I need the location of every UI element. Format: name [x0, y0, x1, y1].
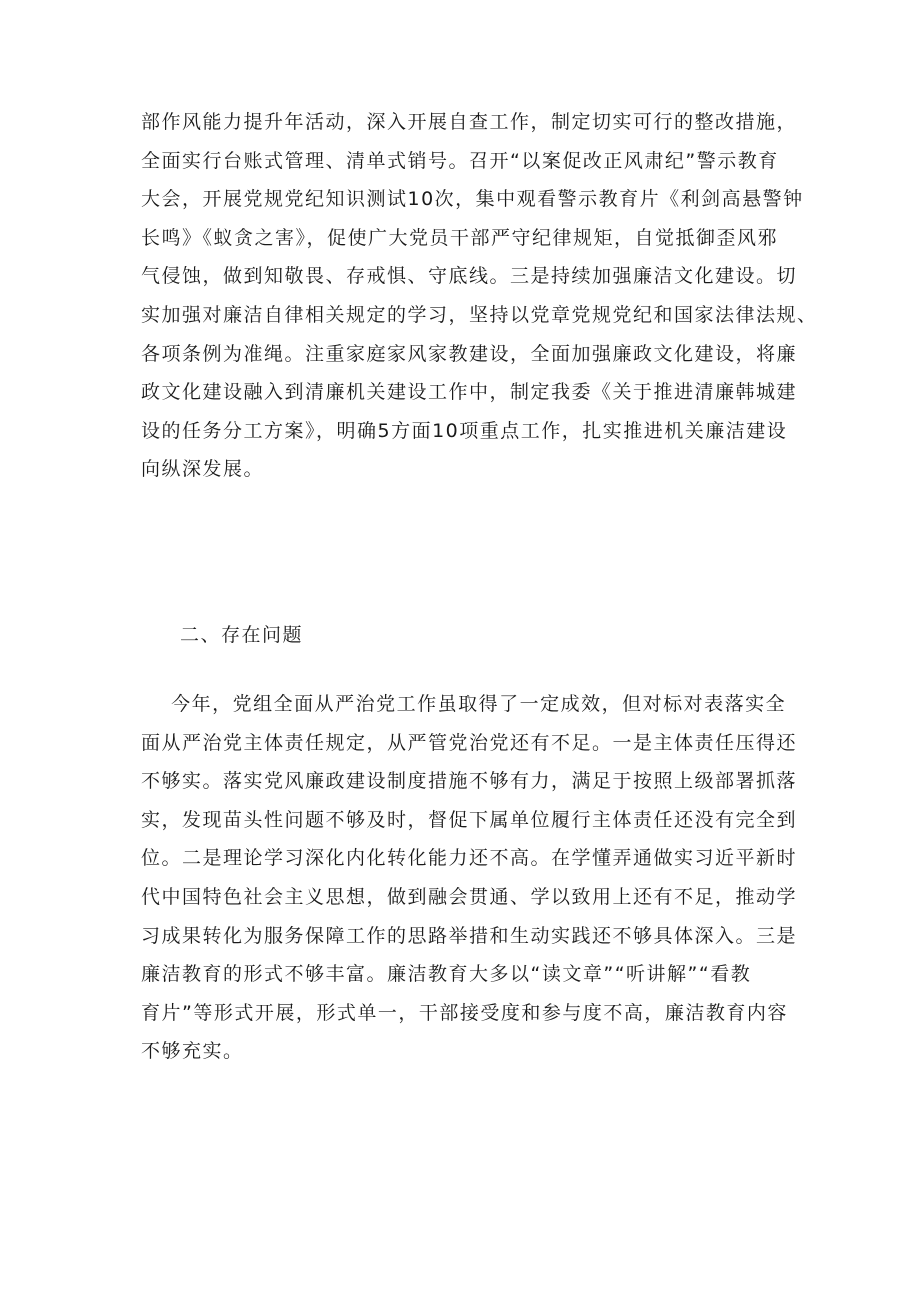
- paragraph-1-line: 气侵蚀，做到知敬畏、存戒惧、守底线。三是持续加强廉洁文化建设。切: [141, 265, 798, 288]
- paragraph-1-line: 大会，开展党规党纪知识测试10次，集中观看警示教育片《利剑高悬警钟: [141, 188, 804, 211]
- paragraph-2-line: 面从严治党主体责任规定，从严管党治党还有不足。一是主体责任压得还: [141, 731, 798, 754]
- paragraph-2-line: 实，发现苗头性问题不够及时，督促下属单位履行主体责任还没有完全到: [141, 808, 798, 831]
- section-heading: 二、存在问题: [180, 624, 304, 646]
- paragraph-2-line: 习成果转化为服务保障工作的思路举措和生动实践还不够具体深入。三是: [141, 924, 798, 947]
- paragraph-1-line: 全面实行台账式管理、清单式销号。召开“以案促改正风肃纪”警示教育: [141, 149, 779, 172]
- paragraph-2-line: 今年，党组全面从严治党工作虽取得了一定成效，但对标对表落实全: [141, 693, 787, 715]
- paragraph-1-line: 向纵深发展。: [141, 458, 265, 481]
- paragraph-1: [141, 103, 818, 489]
- paragraph-2-line: 代中国特色社会主义思想，做到融会贯通、学以致用上还有不足，推动学: [141, 885, 798, 908]
- paragraph-1-line: 设的任务分工方案》，明确5方面10项重点工作，扎实推进机关廉洁建设: [141, 419, 788, 442]
- paragraph-2-line: 位。二是理论学习深化内化转化能力还不高。在学懂弄通做实习近平新时: [141, 847, 798, 870]
- paragraph-1-line: 长鸣》《蚁贪之害》，促使广大党员干部严守纪律规矩，自觉抵御歪风邪: [141, 226, 779, 249]
- paragraph-2-line: 不够充实。: [141, 1040, 244, 1063]
- paragraph-1-line: 实加强对廉洁自律相关规定的学习，坚持以党章党规党纪和国家法律法规、: [141, 303, 818, 326]
- paragraph-2-line: 廉洁教育的形式不够丰富。廉洁教育大多以“读文章”“听讲解”“看教: [141, 963, 752, 986]
- paragraph-2: [141, 685, 801, 1071]
- paragraph-1-line: 部作风能力提升年活动，深入开展自查工作，制定切实可行的整改措施，: [141, 111, 798, 133]
- paragraph-2-line: 不够实。落实党风廉政建设制度措施不够有力，满足于按照上级部署抓落: [141, 770, 798, 793]
- paragraph-2-line: 育片”等形式开展，形式单一，干部接受度和参与度不高，廉洁教育内容: [141, 1001, 788, 1024]
- paragraph-1-line: 政文化建设融入到清廉机关建设工作中，制定我委《关于推进清廉韩城建: [141, 381, 798, 404]
- paragraph-1-line: 各项条例为准绳。注重家庭家风家教建设，全面加强廉政文化建设，将廉: [141, 342, 798, 365]
